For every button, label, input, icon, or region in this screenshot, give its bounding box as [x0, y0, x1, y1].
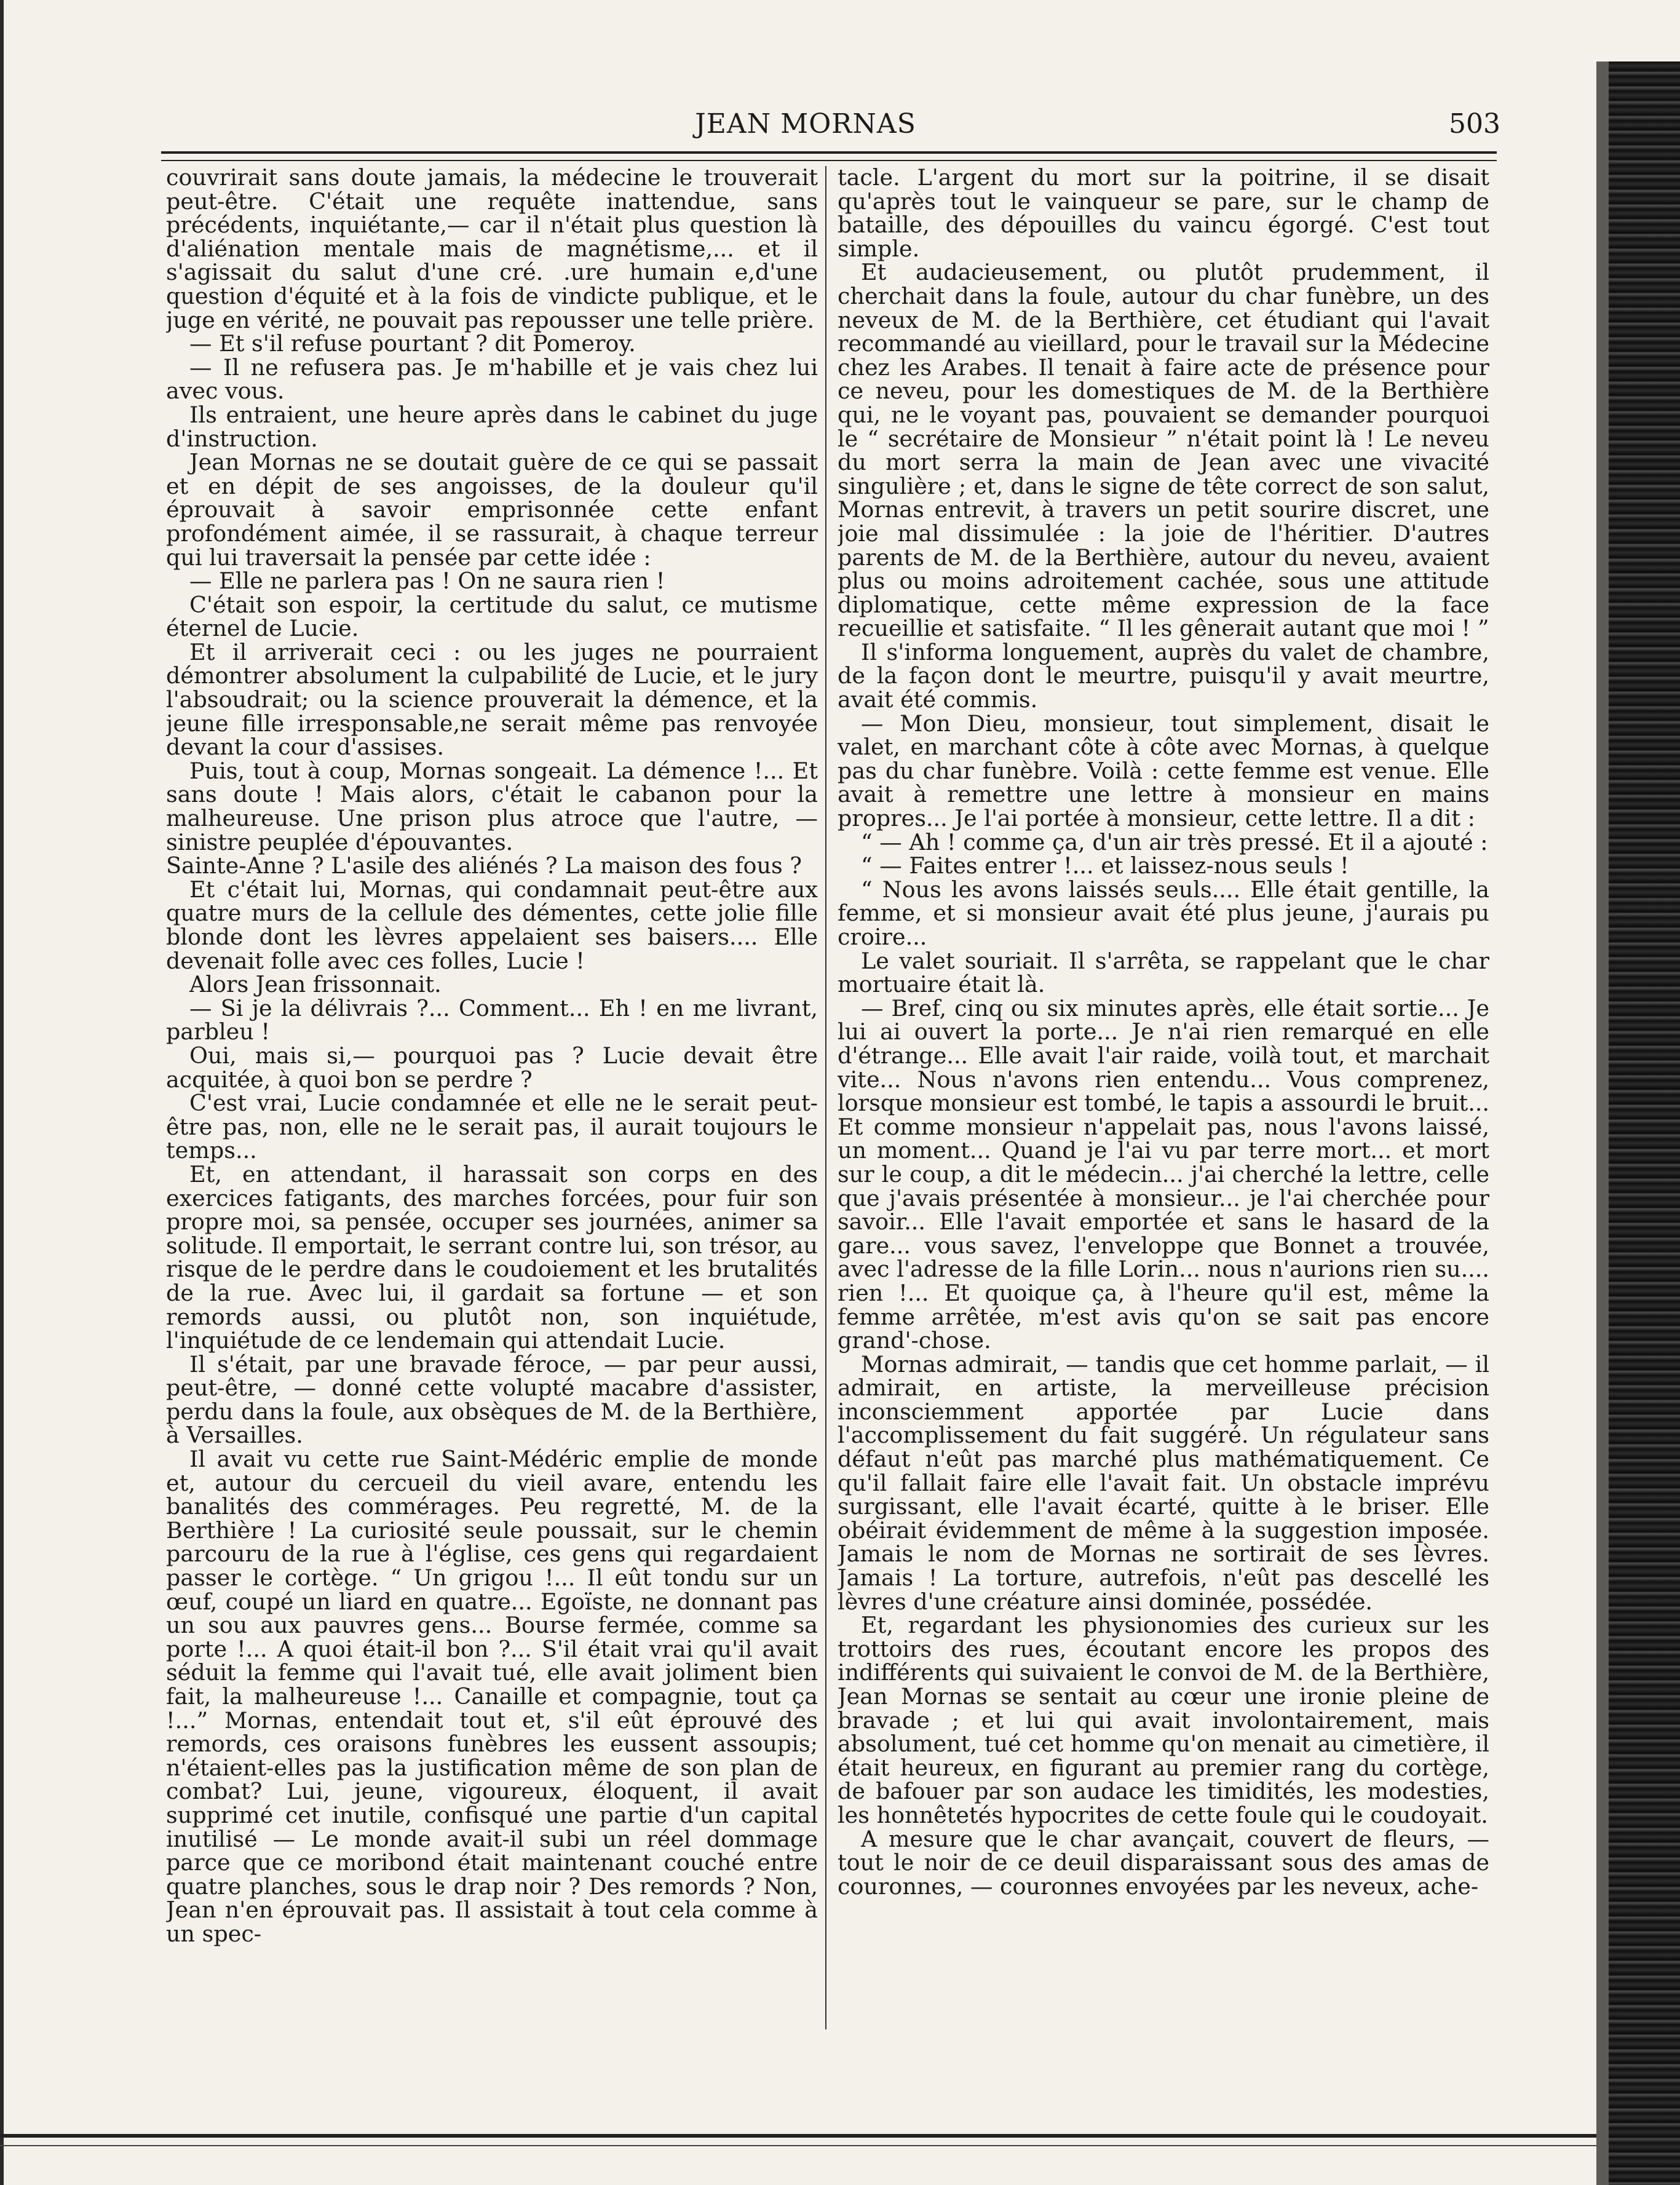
text-column-right — [838, 166, 1489, 2023]
paragraph: Et audacieusement, ou plutôt prudemment, il cherchait dans la foule, autour du char funèbre, un des neveux de M. de la Berthière, cet étudiant qui l'avait recommandé au vieillard, pour le travail sur la Médecine chez les Arabes. Il tenait à faire acte de présence pour ce neveu, pour les domestiques de M. de la Berthière qui, ne le voyant pas, pouvaient se demander pourquoi le “ secrétaire de Monsieur ” n'était point là ! Le neveu du mort serra la main de Jean avec une vivacité singulière ; et, dans le signe de tête correct de son salut, Mornas entrevit, à travers un petit sourire discret, une joie mal dissimulée : la joie de l'héritier. D'autres parents de M. de la Berthière, autour du neveu, avaient plus ou moins adroitement cachée, sous une attitude diplomatique, cette même expression de la face recueillie et satisfaite. “ Il les gênerait autant que moi ! ” — [838, 259, 1489, 642]
page-left-edge — [0, 0, 4, 2185]
paragraph: Puis, tout à coup, Mornas songeait. La démence !... Et sans doute ! Mais alors, c'était le cabanon pour la malheureuse. Une prison plus atroce que l'autre, — sinistre peuplée d'épouvantes. — [166, 757, 818, 855]
paragraph: — Elle ne parlera pas ! On ne saura rien ! — [189, 568, 665, 595]
paragraph: Et il arriverait ceci : ou les juges ne pourraient démontrer absolument la culpabilité de Lucie, et le jury l'absoudrait; ou la science prouverait la démence, et la jeune fille irresponsable,ne serait même pas renvoyée devant la cour d'assises. — [166, 638, 818, 761]
book-spine — [1609, 61, 1680, 2185]
paragraph: Mornas admirait, — tandis que cet homme parlait, — il admirait, en artiste, la merveilleuse précision inconsciemment apportée par Lucie dans l'accomplissement du fait suggéré. Un régulateur sans défaut n'eût pas marché plus mathématiquement. Ce qu'il fallait faire elle l'avait fait. Un obstacle imprévu surgissant, elle l'avait écarté, quitte à le briser. Elle obéirait évidemment de même à la suggestion imposée. Jamais le nom de Mornas ne sortirait de ses lèvres. Jamais ! La torture, autrefois, n'eût pas descellé les lèvres d'une créature ainsi dominée, possédée. — [838, 1350, 1489, 1615]
paragraph: Et, regardant les physionomies des curieux sur les trottoirs des rues, écoutant encore les propos des indifférents qui suivaient le convoi de M. de la Berthière, Jean Mornas se sentait au cœur une ironie pleine de bravade ; et lui qui avait involontairement, mais absolument, tué cet homme qu'on menait au cimetière, il était heureux, en figurant au premier rang du cortège, de bafouer par son audace les timidités, les modesties, les honnêtetés hypocrites de cette foule qui le coudoyait. — [838, 1612, 1489, 1828]
paragraph: — Bref, cinq ou six minutes après, elle était sortie... Je lui ai ouvert la porte... Je n'ai rien remarqué en elle d'étrange... Elle avait l'air raide, voilà tout, et marchait vite... Nous n'avons rien entendu... Vous comprenez, lorsque monsieur est tombé, le tapis a assourdi le bruit... Et comme monsieur n'appelait pas, nous l'avons laissé, un moment... Quand je l'ai vu par terre mort... et mort sur le coup, a dit le médecin... j'ai cherché la lettre, celle que j'avais présentée à monsieur... je l'ai cherchée pour savoir... Elle l'avait emportée et sans le hasard de la gare... vous savez, l'enveloppe que Bonnet a trouvée, avec l'adresse de la fille Lorin... nous n'aurions rien su.... rien !... Et quoique ça, à l'heure qu'il est, même la femme arrêtée, m'est avis qu'on se sait pas encore grand'-chose. — [838, 994, 1489, 1354]
paragraph: C'est vrai, Lucie condamnée et elle ne le serait peut-être pas, non, elle ne le serait pas, il aurait toujours le temps... — [166, 1090, 818, 1164]
paragraph: — Et s'il refuse pourtant ? dit Pomeroy. — [189, 330, 636, 357]
paragraph: Le valet souriait. Il s'arrêta, se rappelant que le char mortuaire était là. — [838, 947, 1489, 998]
header-rule-thin — [161, 160, 1497, 161]
paragraph: Il s'était, par une bravade féroce, — par peur aussi, peut-être, — donné cette volupté macabre d'assister, perdu dans la foule, aux obsèques de M. de la Berthière, à Versailles. — [166, 1350, 818, 1449]
bottom-rule — [0, 2134, 1611, 2138]
paragraph: Ils entraient, une heure après dans le cabinet du juge d'instruction. — [166, 401, 818, 452]
paragraph: — Mon Dieu, monsieur, tout simplement, disait le valet, en marchant côte à côte avec Mornas, à quelque pas du char funèbre. Voilà : cette femme est venue. Elle avait à remettre une lettre à monsieur en mains propres... Je l'ai portée à monsieur, cette lettre. Il a dit : — [838, 710, 1489, 832]
paragraph: Sainte-Anne ? L'asile des aliénés ? La maison des fous ? — [166, 852, 802, 879]
paragraph: Et, en attendant, il harassait son corps en des exercices fatigants, des marches forcées, pour fuir son propre moi, sa pensée, occuper ses journées, animer sa solitude. Il emportait, le serrant contre lui, son trésor, au risque de le perdre dans le coudoiement et les brutalités de la rue. Avec lui, il gardait sa fortune — et son remords aussi, ou plutôt non, son inquiétude, l'inquiétude de ce lendemain qui attendait Lucie. — [166, 1160, 818, 1354]
binding-shadow — [1596, 61, 1609, 2185]
paragraph: “ — Faites entrer !... et laissez-nous seuls ! — [861, 852, 1349, 879]
paragraph: Il avait vu cette rue Saint-Médéric emplie de monde et, autour du cercueil du vieil avare, entendu les banalités des commérages. Peu regretté, M. de la Berthière ! La curiosité seule poussait, sur le chemin parcouru de la rue à l'église, ces gens qui regardaient passer le cortège. “ Un grigou !... Il eût tondu sur un œuf, coupé un liard en quatre... Egoïste, ne donnant pas un sou aux pauvres gens... Bourse fermée, comme sa porte !... A quoi était-il bon ?... S'il était vrai qu'il avait séduit la femme qui l'avait tué, elle avait joliment bien fait, la malheureuse !... Canaille et compagnie, tout ça !...” Mornas, entendait tout et, s'il eût éprouvé des remords, ces oraisons funèbres les eussent assoupis; n'étaient-elles pas la justification même de son plan de combat? Lui, jeune, vigoureux, éloquent, il avait supprimé cet inutile, confisqué une partie d'un capital inutilisé — Le monde avait-il subi un réel dommage parce que ce moribond était maintenant couché entre quatre planches, sous le drap noir ? Des remords ? Non, Jean n'en éprouvait pas. Il assistait à tout cela comme à un spec- — [166, 1446, 818, 1947]
page-number: 503 — [1449, 108, 1500, 140]
column-divider — [825, 166, 826, 2029]
paragraph: A mesure que le char avançait, couvert de fleurs, — tout le noir de ce deuil disparaissant sous des amas de couronnes, — couronnes envoyées par les neveux, ache- — [838, 1825, 1489, 1900]
paragraph: Jean Mornas ne se doutait guère de ce qui se passait et en dépit de ses angoisses, de la douleur qu'il éprouvait à savoir emprisonnée cette enfant profondément aimée, il se rassurait, à chaque terreur qui lui traversait la pensée par cette idée : — [166, 449, 818, 571]
bottom-rule-thin — [0, 2145, 1611, 2146]
paragraph: “ — Ah ! comme ça, d'un air très pressé. Et il a ajouté : — [861, 828, 1488, 855]
paragraph: Oui, mais si,— pourquoi pas ? Lucie devait être acquitée, à quoi bon se perdre ? — [166, 1042, 818, 1093]
paragraph: tacle. L'argent du mort sur la poitrine, il se disait qu'après tout le vainqueur se pare, sur le champ de bataille, des dépouilles du vaincu égorgé. C'est tout simple. — [838, 166, 1489, 262]
header-rule — [161, 151, 1497, 154]
paragraph: — Si je la délivrais ?... Comment... Eh ! en me livrant, parbleu ! — [166, 994, 818, 1045]
paragraph: Il s'informa longuement, auprès du valet de chambre, de la façon dont le meurtre, puisqu'il y avait meurtre, avait été commis. — [838, 638, 1489, 713]
paragraph: C'était son espoir, la certitude du salut, ce mutisme éternel de Lucie. — [166, 591, 818, 642]
paragraph: — Il ne refusera pas. Je m'habille et je vais chez lui avec vous. — [166, 354, 818, 405]
paragraph: Alors Jean frissonnait. — [189, 971, 442, 998]
running-header-title: JEAN MORNAS — [695, 108, 916, 140]
paragraph: “ Nous les avons laissés seuls.... Elle était gentille, la femme, et si monsieur avait été plus jeune, j'aurais pu croire... — [838, 876, 1489, 950]
text-column-left — [166, 166, 818, 2023]
paragraph: Et c'était lui, Mornas, qui condamnait peut-être aux quatre murs de la cellule des démentes, cette jolie fille blonde dont les lèvres appelaient ses baisers.... Elle devenait folle avec ces folles, Lucie ! — [166, 876, 818, 974]
paragraph: couvrirait sans doute jamais, la médecine le trouverait peut-être. C'était une requête inattendue, sans précédents, inquiétante,— car il n'était plus question là d'aliénation mentale mais de magnétisme,... et il s'agissait du salut d'une cré. .ure humain e,d'une question d'équité et à la fois de vindicte publique, et le juge en vérité, ne pouvait pas repousser une telle prière. — [166, 166, 818, 333]
